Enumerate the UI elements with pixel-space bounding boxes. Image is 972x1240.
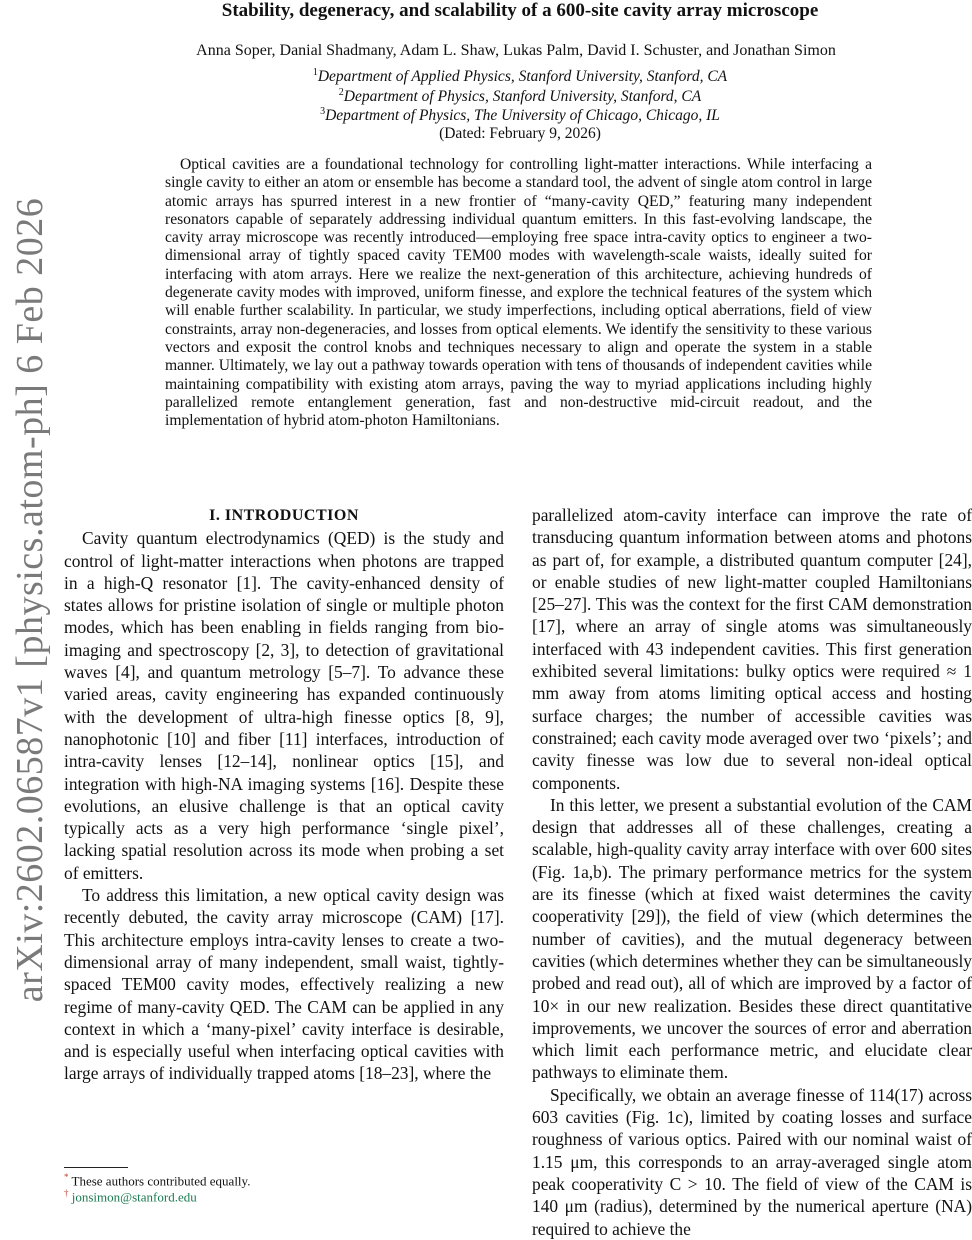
intro-paragraph-3: parallelized atom-cavity interface can improve the rate of transducing quantum information between atoms and photons as part of, for example, a distributed quantum computer [24], or enable studies of new light-matter coupled Hamiltonians [25–27]. This was the context for the first CAM demonstration [17], where an array of single atoms was simultaneously interfaced with 43 independent cavities. This first generation exhibited several limitations: bulky optics were required ≈ 1 mm away from atoms limiting optical access and hosting surface charges; the number of accessible cavities was constrained; each cavity mode averaged over two ‘pixels’; and cavity finesse was low due to several non-ideal optical components. bbox=[532, 505, 972, 793]
intro-paragraph-5: Specifically, we obtain an average finesse of 114(17) across 603 cavities (Fig. 1c), limited by coating losses and surface roughness of various optics. Paired with our nominal waist of 1.15 μm, this corresponds to an array-averaged single atom peak cooperativity C > 10. The field of view of the CAM is 140 μm (radius), determined by the numerical aperture (NA) required to achieve the bbox=[532, 1084, 972, 1239]
intro-paragraph-1: Cavity quantum electrodynamics (QED) is the study and control of light-matter interactions when photons are trapped in a high-Q resonator [1]. The cavity-enhanced density of states allows for pristine isolation of single or multiple photon modes, which has been enabling in fields ranging from bio-imaging and spectroscopy [2, 3], to detection of gravitational waves [4], and quantum metrology [5–7]. To advance these varied areas, cavity engineering has expanded continuously with the development of ultra-high finesse optics [8, 9], nanophotonic [10] and fiber [11] interfaces, introduction of intra-cavity lenses [12–14], nonlinear optics [15], and integration with high-NA imaging systems [16]. Despite these evolutions, an elusive challenge is that an optical cavity typically acts as a very high performance ‘single pixel’, lacking spatial resolution across its mode when probing a set of emitters. bbox=[64, 528, 504, 883]
section-heading: I. INTRODUCTION bbox=[209, 507, 359, 524]
email-link[interactable]: jonsimon@stanford.edu bbox=[71, 1189, 197, 1205]
left-column bbox=[64, 505, 504, 1085]
authors-text: Anna Soper, Danial Shadmany, Adam L. Shaw, Lukas Palm, David I. Schuster, and Jonathan Simon bbox=[196, 42, 836, 59]
footnote-email[interactable]: † jonsimon@stanford.edu bbox=[64, 1188, 197, 1205]
author-list bbox=[60, 42, 972, 60]
dated-line: (Dated: February 9, 2026) bbox=[439, 125, 601, 142]
arxiv-identifier: arXiv:2602.06587v1 [physics.atom-ph] 6 Feb 2026 bbox=[9, 197, 51, 1003]
affiliation-3: $^3$Department of Physics, The University of Chicago, Chicago, IL bbox=[320, 106, 720, 125]
arxiv-sidebar bbox=[0, 0, 60, 1200]
abstract: Optical cavities are a foundational technology for controlling light-matter interactions. While interfacing a single cavity to either an atom or ensemble has become a standard tool, the advent of single atom control in large atomic arrays has spurred interest in a new frontier of “many-cavity QED,” featuring many independent resonators capable of separately addressing individual quantum emitters. In this fast-evolving landscape, the cavity array microscope was recently introduced—employing free space intra-cavity optics to engineer a two-dimensional array of tightly spaced cavity TEM00 modes with wavelength-scale waists, ideally suited for interfacing with atom arrays. Here we realize the next-generation of this architecture, achieving hundreds of degenerate cavity modes with improved, uniform finesse, and explore the technical features of the system which will enable further scalability. In particular, we study imperfections, including optical aberrations, field of view constraints, array non-degeneracies, and losses from optical elements. We identify the sensitivity to these various vectors and exposit the control knobs and techniques necessary to align and operate the system in a stable manner. Ultimately, we lay out a pathway towards operation with tens of thousands of independent cavities while maintaining compatibility with existing atom arrays, paving the way to myriad applications including highly parallelized remote entanglement generation, fast and non-destructive mid-circuit readout, and the implementation of hybrid atom-photon Hamiltonians. bbox=[165, 156, 872, 430]
affiliation-1: $^1$Department of Applied Physics, Stanford University, Stanford, CA bbox=[312, 67, 728, 86]
footnote-equal-contribution: * These authors contributed equally. bbox=[64, 1172, 251, 1189]
intro-paragraph-2: To address this limitation, a new optical cavity design was recently debuted, the cavity array microscope (CAM) [17]. This architecture employs intra-cavity lenses to create a two-dimensional array of many independent, small waist, tightly-spaced TEM00 cavity modes, effectively realizing a new regime of many-cavity QED. The CAM can be applied in any context in which a ‘many-pixel’ cavity interface is desirable, and is especially useful when interfacing optical cavities with large arrays of individually trapped atoms [18–23], where the bbox=[64, 885, 504, 1084]
intro-paragraph-4: In this letter, we present a substantial evolution of the CAM design that addresses all of these challenges, creating a scalable, high-quality cavity array interface with over 600 sites (Fig. 1a,b). The primary performance metrics for the system are its finesse (which at fixed waist determines the cavity cooperativity [29]), the field of view (which determines the number of cavities), and the mutual degeneracy between cavities (which determines whether they can be simultaneously probed and read out), all of which are improved by a factor of 10× in our new realization. Besides these direct quantitative improvements, we uncover the sources of error and aberration which limit each performance metric, and elucidate clear pathways to eliminate them. bbox=[532, 794, 972, 1083]
paper-title: Stability, degeneracy, and scalability of a 600-site cavity array microscope bbox=[221, 0, 819, 21]
affiliation-2: $^2$Department of Physics, Stanford University, Stanford, CA bbox=[338, 87, 702, 106]
footnote-rule bbox=[64, 1167, 128, 1168]
right-column bbox=[532, 504, 972, 1240]
